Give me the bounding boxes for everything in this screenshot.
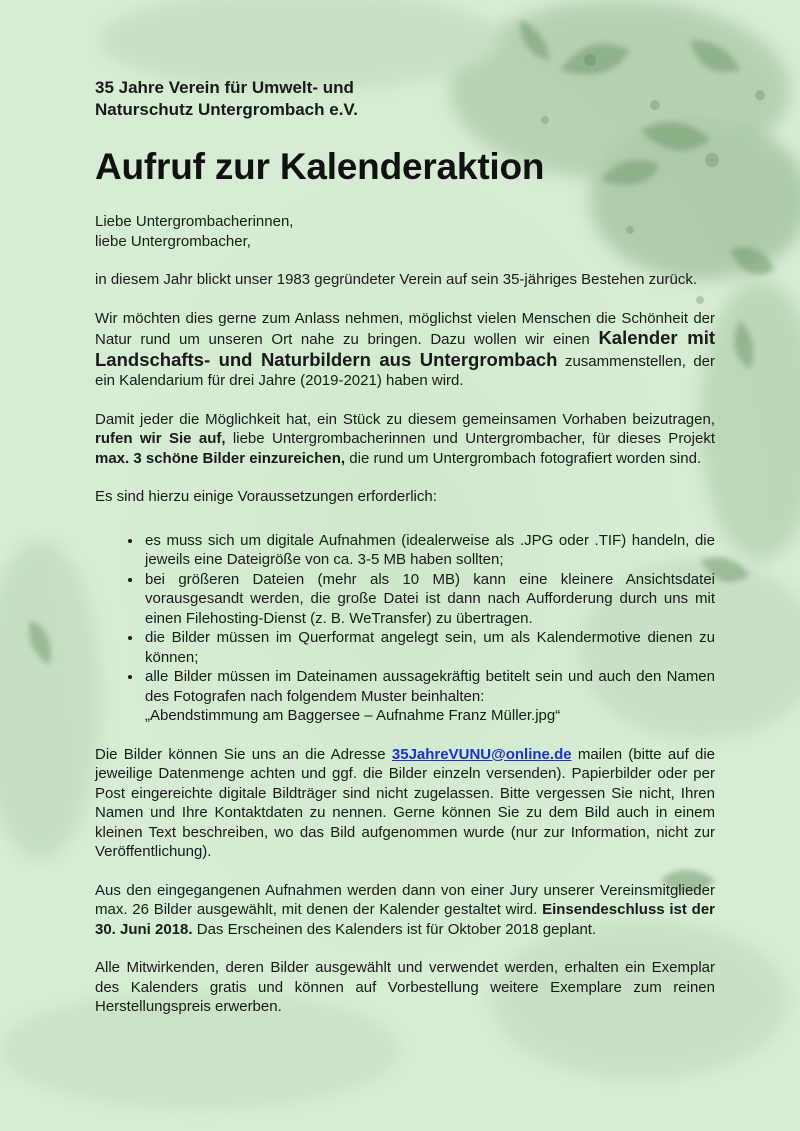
paragraph-calendar-idea [95,309,715,391]
greeting-line-1: Liebe Untergrombacherinnen, [95,213,294,230]
paragraph-requirements-intro: Es sind hierzu einige Voraussetzungen erforderlich: [95,488,437,505]
paragraph-call-text-c: die rund um Untergrombach fotografiert worden sind. [349,449,702,467]
paragraph-call-text-a: Damit jeder die Möglichkeit hat, ein Stück zu diesem gemeinsamen Vorhaben beizutragen, [95,410,715,428]
paragraph-call-text-b: liebe Untergrombacherinnen und Untergrombacher, für dieses Projekt [232,430,715,447]
calendar-highlight: Kalender mit Landschafts- und Naturbildern aus Untergrombach [95,327,715,370]
paragraph-jury-text-b: Das Erscheinen des Kalenders ist für Oktober 2018 geplant. [196,920,597,938]
paragraph-anniversary: in diesem Jahr blickt unser 1983 gegründeter Verein auf sein 35-jähriges Bestehen zurück. [95,271,698,288]
call-bold-a: rufen wir Sie auf, [95,430,226,447]
paragraph-calendar-idea-text-a: Wir möchten dies gerne zum Anlass nehmen, möglichst vielen Menschen die Schönheit der Natur rund um unseren Ort nahe zu bringen. Dazu wollen wir einen [95,309,715,348]
paragraph-calendar-idea-text-b: zusammenstellen, der ein Kalendarium für drei Jahre (2019-2021) haben wird. [95,352,716,389]
list-item [143,667,715,726]
paragraph-jury-text-a: Aus den eingegangenen Aufnahmen werden dann von einer Jury unserer Vereinsmitglieder max. 26 Bilder ausgewählt, mit denen der Kalender gestaltet wird. [95,881,715,918]
greeting [95,212,715,251]
letter-body [95,212,715,1036]
list-item: • die Bilder müssen im Querformat angelegt sein, um als Kalendermotive dienen zu können; [143,628,715,667]
paragraph-jury [95,881,715,940]
paragraph-submission [95,745,715,862]
paragraph-submission-text-a: Die Bilder können Sie uns an die Adresse [95,745,386,763]
email-link[interactable]: 35JahreVUNU@online.de [391,745,572,763]
organization-name [95,77,358,121]
deadline: Einsendeschluss ist der 30. Juni 2018. [95,901,716,938]
list-item: • bei größeren Dateien (mehr als 10 MB) kann eine kleinere Ansichtsdatei vorausgesandt werden, die große Datei ist dann nach Aufforderung durch uns mit einen Filehosting-Dienst (z. B. WeTransfer) zu übertragen. [143,570,715,629]
list-item: • es muss sich um digitale Aufnahmen (idealerweise als .JPG oder .TIF) handeln, die jeweils eine Dateigröße von ca. 3-5 MB haben sollten; [143,531,715,570]
document-title: Aufruf zur Kalenderaktion [95,146,545,187]
paragraph-submission-text-b: mailen (bitte auf die jeweilige Datenmenge achten und ggf. die Bilder einzeln versenden). Papierbilder oder per Post eingereichte digitale Bildträger sind nicht zugelassen. Bitte vergessen Sie nicht, Ihren Namen und Ihre Kontaktdaten zu nennen. Gerne können Sie zu dem Bild auch in einem kleinen Text beschreiben, wo das Bild aufgenommen wurde (nur zur Information, nicht zur Veröffentlichung). [95,745,716,860]
organization-name-line-1: 35 Jahre Verein für Umwelt- und [95,78,354,97]
organization-name-line-2: Naturschutz Untergrombach e.V. [95,100,358,119]
requirements-list [95,531,715,726]
paragraph-call-to-action [95,410,715,469]
list-item-text: alle Bilder müssen im Dateinamen aussagekräftig betitelt sein und auch den Namen des Fotografen nach folgendem Muster beinhalten: [145,668,715,705]
call-bold-b: max. 3 schöne Bilder einzureichen, [95,449,346,467]
greeting-line-2: liebe Untergrombacher, [95,232,251,250]
paragraph-participants: Alle Mitwirkenden, deren Bilder ausgewählt und verwendet werden, erhalten ein Exemplar des Kalenders gratis und können auf Vorbestellung weitere Exemplare zum reinen Herstellungspreis erwerben. [95,959,715,1015]
example-filename: „Abendstimmung am Baggersee – Aufnahme Franz Müller.jpg“ [145,707,561,724]
